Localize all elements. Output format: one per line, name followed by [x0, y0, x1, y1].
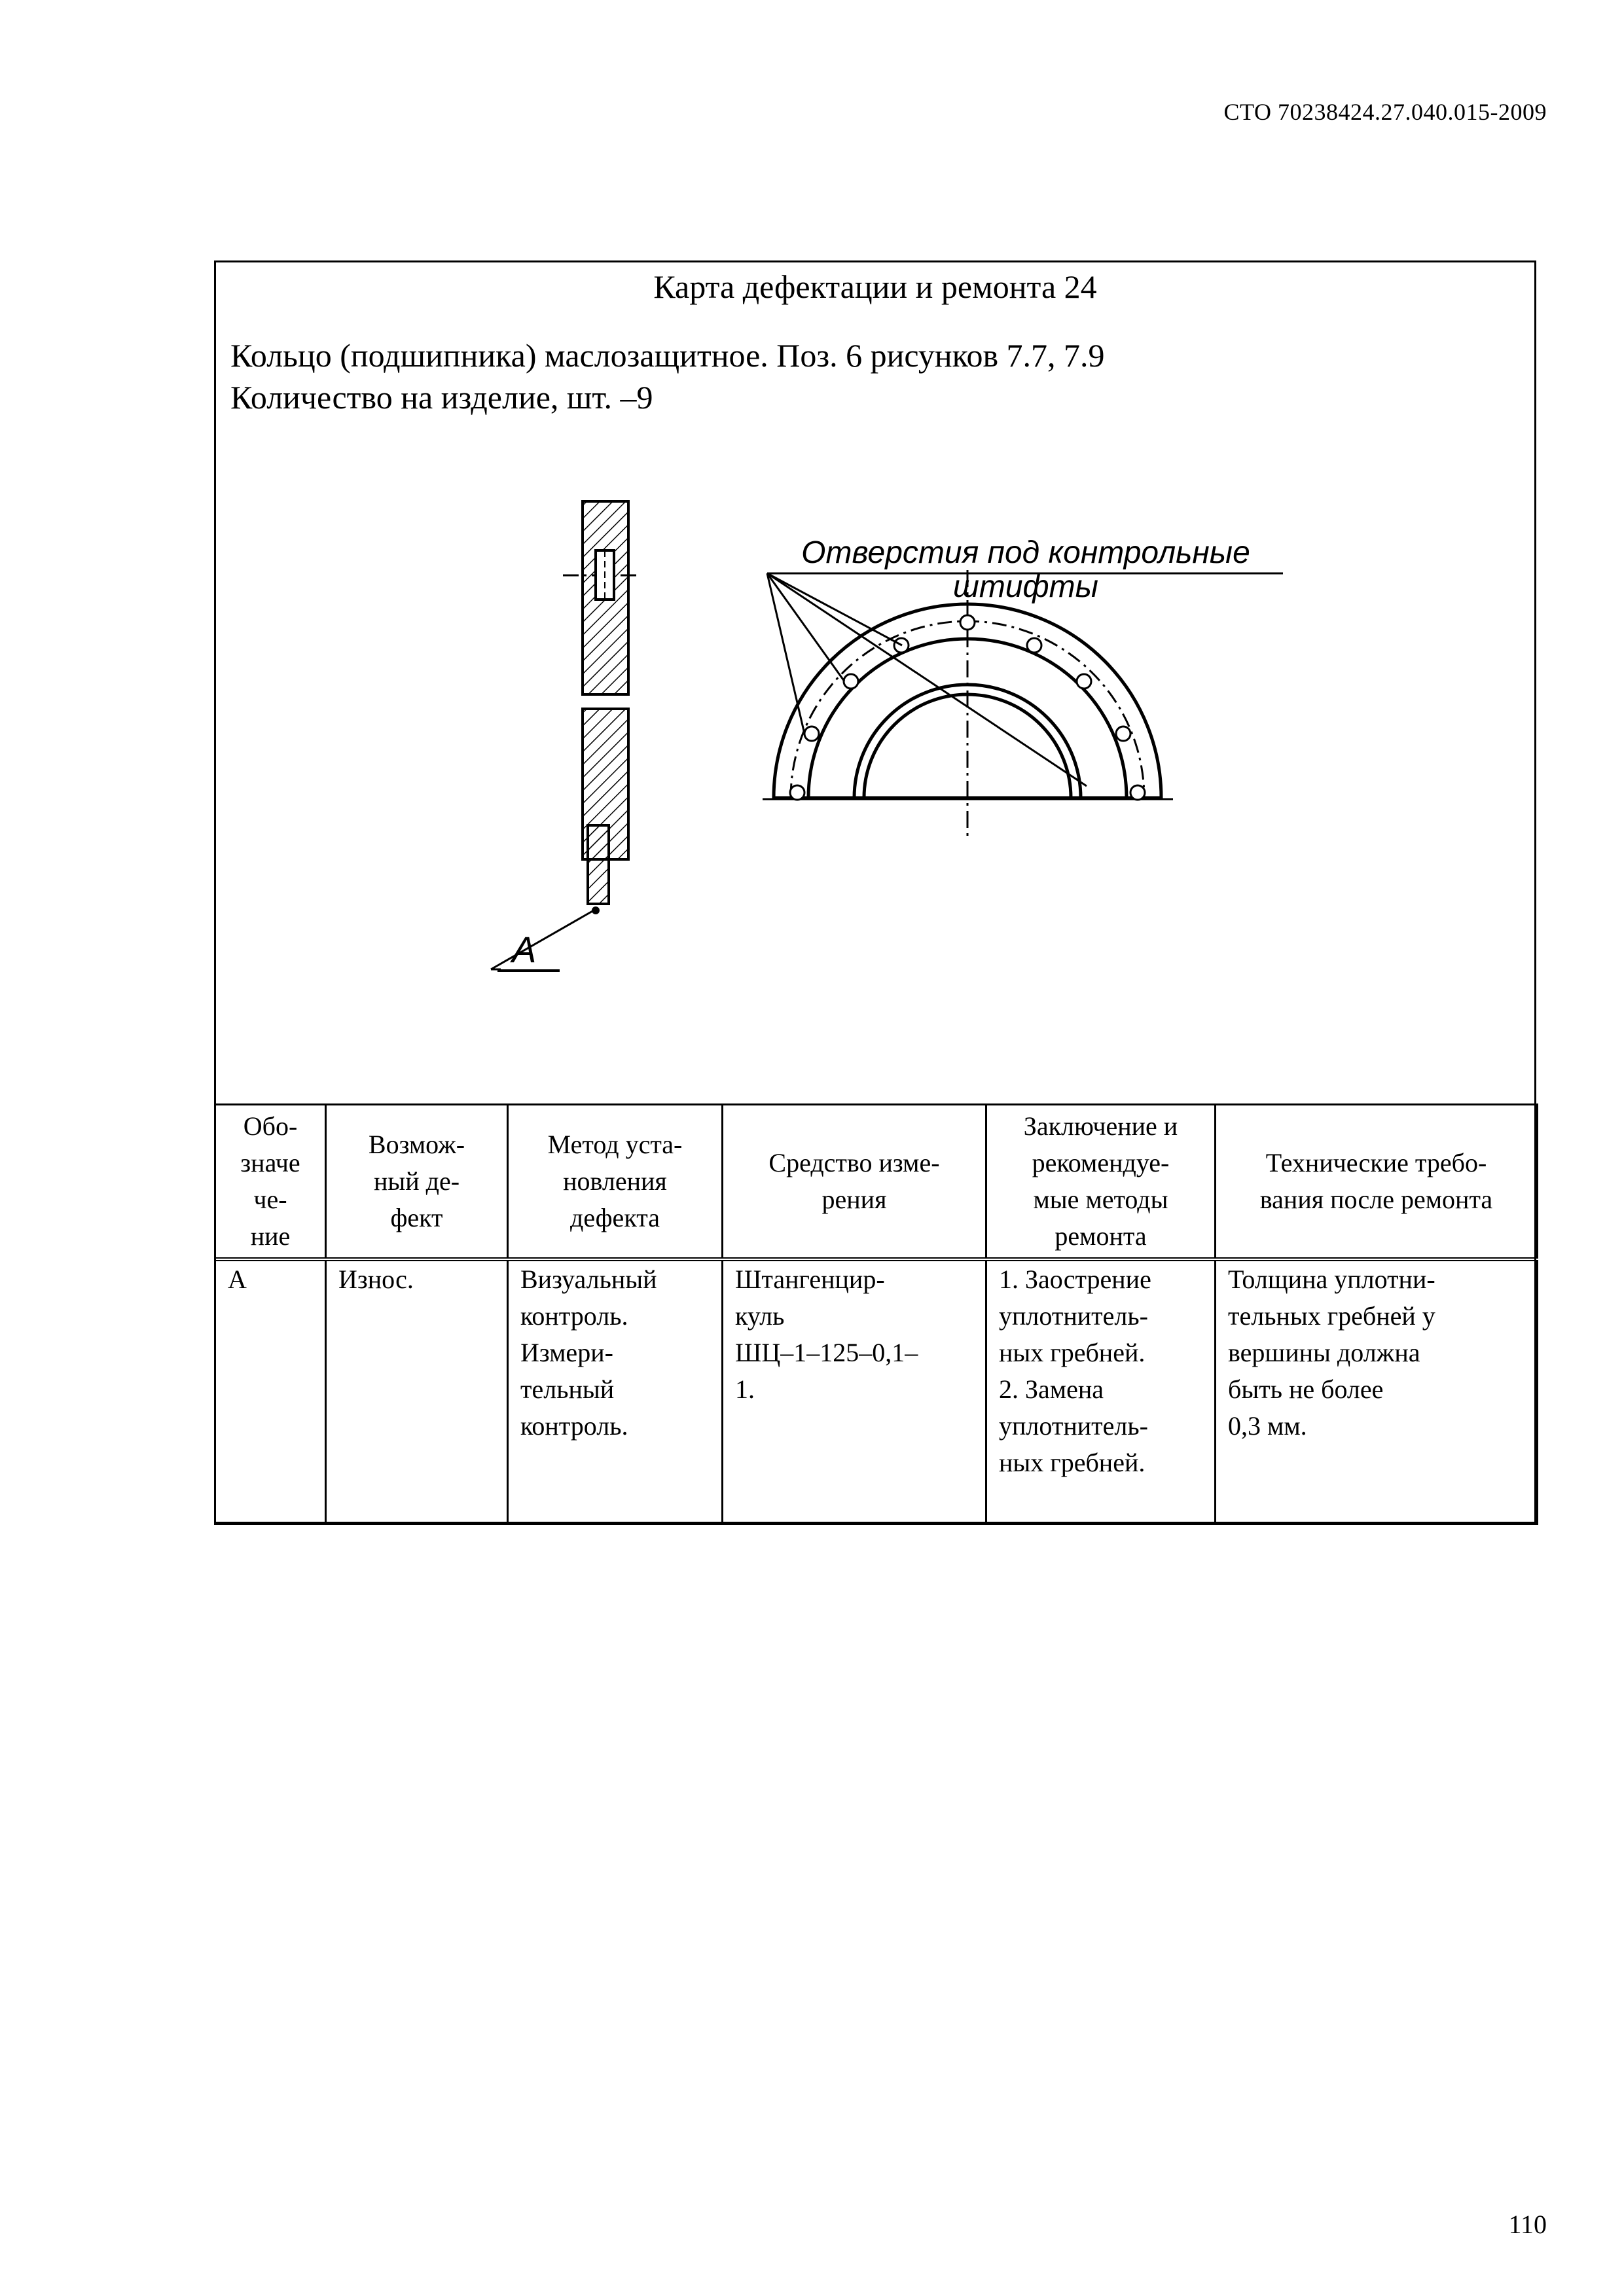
cell-conclusion: 1. Заострение уплотнитель- ных гребней. 2. Замена уплотнитель- ных гребней. — [986, 1259, 1216, 1524]
defect-marker-a: А — [512, 929, 537, 970]
col-instrument: Средство изме- рения — [723, 1105, 986, 1260]
section-view — [491, 501, 641, 971]
document-code: СТО 70238424.27.040.015-2009 — [1223, 99, 1547, 125]
part-name-line: Кольцо (подшипника) маслозащитное. Поз. 6 рисунков 7.7, 7.9 — [230, 337, 1105, 374]
col-defect: Возмож- ный де- фект — [326, 1105, 508, 1260]
col-method: Метод уста- новления дефекта — [508, 1105, 723, 1260]
holes-label-line2: штифты — [953, 569, 1098, 604]
col-requirements: Технические требо- вания после ремонта — [1216, 1105, 1538, 1260]
col-designation: Обо- значе че- ние — [215, 1105, 326, 1260]
cell-defect: Износ. — [326, 1259, 508, 1524]
cell-instrument: Штангенцир- куль ШЦ–1–125–0,1– 1. — [723, 1259, 986, 1524]
ring-view — [763, 570, 1283, 838]
card-title: Карта дефектации и ремонта 24 — [653, 268, 1097, 305]
defect-table — [214, 1103, 1538, 1525]
cell-requirements: Толщина уплотни- тельных гребней у вершины должна быть не более 0,3 мм. — [1216, 1259, 1538, 1524]
table-header-row — [215, 1105, 1538, 1260]
cell-method: Визуальный контроль. Измери- тельный контроль. — [508, 1259, 723, 1524]
holes-label — [767, 536, 1284, 604]
drawing-svg — [216, 262, 1534, 1107]
defect-card — [214, 260, 1536, 1524]
holes-label-line1: Отверстия под контрольные — [801, 535, 1250, 570]
page-number: 110 — [1508, 2210, 1547, 2239]
col-conclusion: Заключение и рекомендуе- мые методы ремонта — [986, 1105, 1216, 1260]
quantity-line: Количество на изделие, шт. –9 — [230, 379, 653, 416]
cell-designation: А — [215, 1259, 326, 1524]
technical-drawing — [216, 262, 1534, 1107]
table-row — [215, 1259, 1538, 1524]
